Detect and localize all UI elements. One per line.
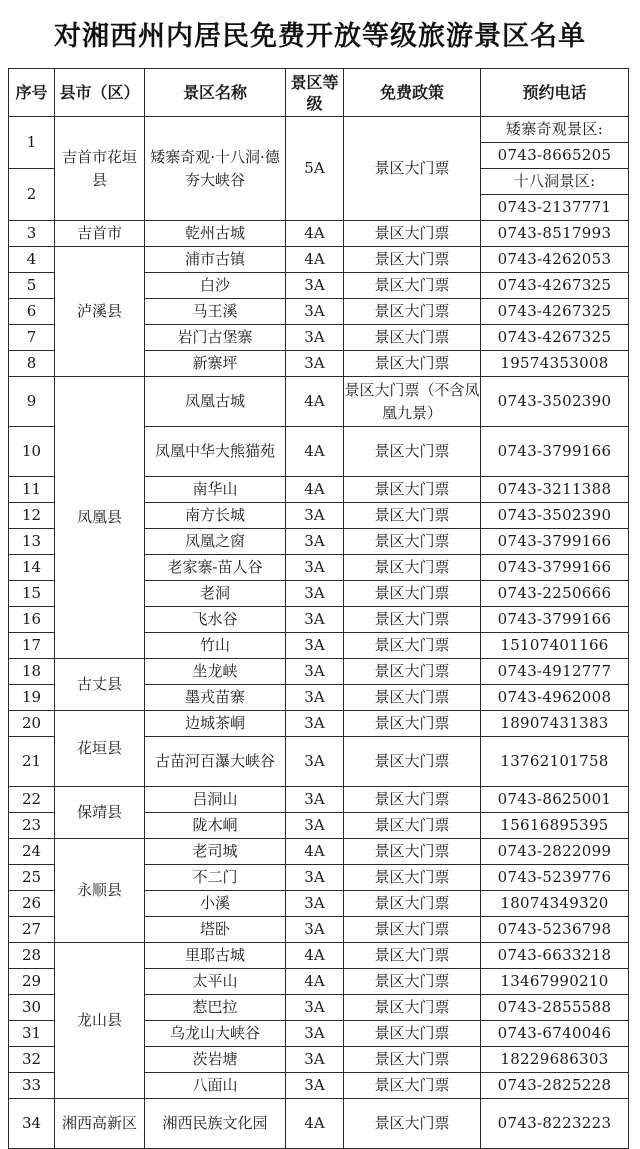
scenic-name: 边城茶峒 (145, 711, 286, 737)
scenic-grade: 3A (286, 299, 344, 325)
phone-number: 0743-4267325 (481, 325, 629, 351)
row-number: 5 (9, 273, 55, 299)
scenic-grade: 5A (286, 117, 344, 221)
scenic-grade: 3A (286, 995, 344, 1021)
row-number: 14 (9, 555, 55, 581)
scenic-name: 矮寨奇观·十八洞·德夯大峡谷 (145, 117, 286, 221)
header-policy: 免费政策 (344, 69, 481, 117)
region-cell: 花垣县 (55, 711, 145, 787)
row-number: 13 (9, 529, 55, 555)
scenic-grade: 3A (286, 555, 344, 581)
scenic-name: 浦市古镇 (145, 247, 286, 273)
free-policy: 景区大门票 (344, 221, 481, 247)
scenic-name: 八面山 (145, 1073, 286, 1099)
row-number: 22 (9, 787, 55, 813)
table-row (9, 943, 629, 969)
phone-number: 0743-3799166 (481, 529, 629, 555)
row-number: 1 (9, 117, 55, 169)
phone-number: 0743-5236798 (481, 917, 629, 943)
scenic-name: 吕洞山 (145, 787, 286, 813)
scenic-grade: 4A (286, 377, 344, 427)
scenic-name: 太平山 (145, 969, 286, 995)
row-number: 28 (9, 943, 55, 969)
scenic-grade: 3A (286, 891, 344, 917)
phone-number: 0743-4262053 (481, 247, 629, 273)
free-policy: 景区大门票 (344, 1073, 481, 1099)
scenic-grade: 4A (286, 839, 344, 865)
scenic-name: 茨岩塘 (145, 1047, 286, 1073)
page-title: 对湘西州内居民免费开放等级旅游景区名单 (54, 21, 586, 52)
free-policy: 景区大门票 (344, 1047, 481, 1073)
scenic-grade: 3A (286, 325, 344, 351)
scenic-name: 凤凰中华大熊猫苑 (145, 427, 286, 477)
table-row (9, 221, 629, 247)
table-row (9, 711, 629, 737)
phone-number: 0743-4267325 (481, 299, 629, 325)
phone-number: 0743-5239776 (481, 865, 629, 891)
scenic-grade: 3A (286, 737, 344, 787)
phone-label: 十八洞景区: (481, 169, 629, 195)
phone-number: 13762101758 (481, 737, 629, 787)
row-number: 34 (9, 1099, 55, 1149)
phone-number: 0743-8517993 (481, 221, 629, 247)
scenic-grade: 4A (286, 943, 344, 969)
scenic-grade: 4A (286, 221, 344, 247)
scenic-name: 不二门 (145, 865, 286, 891)
phone-number: 0743-2137771 (481, 195, 629, 221)
free-policy: 景区大门票 (344, 737, 481, 787)
scenic-name: 乌龙山大峡谷 (145, 1021, 286, 1047)
phone-number: 0743-2822099 (481, 839, 629, 865)
scenic-name: 老家寨-苗人谷 (145, 555, 286, 581)
row-number: 6 (9, 299, 55, 325)
row-number: 29 (9, 969, 55, 995)
row-number: 8 (9, 351, 55, 377)
free-policy: 景区大门票 (344, 839, 481, 865)
scenic-name: 里耶古城 (145, 943, 286, 969)
row-number: 24 (9, 839, 55, 865)
scenic-grade: 4A (286, 247, 344, 273)
scenic-name: 白沙 (145, 273, 286, 299)
scenic-name: 陇木峒 (145, 813, 286, 839)
phone-number: 0743-4962008 (481, 685, 629, 711)
row-number: 16 (9, 607, 55, 633)
scenic-grade: 3A (286, 917, 344, 943)
phone-number: 0743-6633218 (481, 943, 629, 969)
row-number: 9 (9, 377, 55, 427)
scenic-name: 老洞 (145, 581, 286, 607)
scenic-grade: 3A (286, 273, 344, 299)
phone-number: 0743-8665205 (481, 143, 629, 169)
row-number: 18 (9, 659, 55, 685)
phone-number: 0743-2825228 (481, 1073, 629, 1099)
scenic-grade: 3A (286, 787, 344, 813)
scenic-name: 惹巴拉 (145, 995, 286, 1021)
table-row (9, 1099, 629, 1149)
phone-number: 0743-8625001 (481, 787, 629, 813)
phone-number: 0743-3799166 (481, 427, 629, 477)
free-policy: 景区大门票 (344, 711, 481, 737)
free-policy: 景区大门票 (344, 299, 481, 325)
table-row (9, 247, 629, 273)
scenic-grade: 3A (286, 1047, 344, 1073)
scenic-grade: 3A (286, 813, 344, 839)
free-policy: 景区大门票 (344, 503, 481, 529)
region-cell: 古丈县 (55, 659, 145, 711)
free-policy: 景区大门票 (344, 865, 481, 891)
row-number: 21 (9, 737, 55, 787)
free-policy: 景区大门票 (344, 659, 481, 685)
scenic-name: 老司城 (145, 839, 286, 865)
scenic-spot-table (8, 68, 629, 1149)
scenic-name: 凤凰之窗 (145, 529, 286, 555)
free-policy: 景区大门票 (344, 351, 481, 377)
scenic-name: 南方长城 (145, 503, 286, 529)
phone-number: 0743-3799166 (481, 607, 629, 633)
row-number: 11 (9, 477, 55, 503)
scenic-name: 凤凰古城 (145, 377, 286, 427)
scenic-name: 乾州古城 (145, 221, 286, 247)
row-number: 15 (9, 581, 55, 607)
free-policy: 景区大门票 (344, 917, 481, 943)
table-row (9, 787, 629, 813)
phone-number: 13467990210 (481, 969, 629, 995)
row-number: 27 (9, 917, 55, 943)
scenic-grade: 3A (286, 659, 344, 685)
row-number: 2 (9, 169, 55, 221)
phone-number: 18229686303 (481, 1047, 629, 1073)
phone-number: 0743-4912777 (481, 659, 629, 685)
table-header-row (9, 69, 629, 117)
table-row (9, 377, 629, 427)
phone-number: 0743-3502390 (481, 377, 629, 427)
scenic-name: 岩门古堡寨 (145, 325, 286, 351)
free-policy: 景区大门票 (344, 685, 481, 711)
phone-number: 18907431383 (481, 711, 629, 737)
scenic-grade: 3A (286, 633, 344, 659)
region-cell: 吉首市 (55, 221, 145, 247)
free-policy: 景区大门票 (344, 581, 481, 607)
phone-number: 15616895395 (481, 813, 629, 839)
free-policy: 景区大门票 (344, 1099, 481, 1149)
scenic-grade: 4A (286, 427, 344, 477)
row-number: 17 (9, 633, 55, 659)
region-cell: 龙山县 (55, 943, 145, 1099)
row-number: 19 (9, 685, 55, 711)
row-number: 3 (9, 221, 55, 247)
scenic-grade: 3A (286, 865, 344, 891)
free-policy: 景区大门票 (344, 529, 481, 555)
scenic-grade: 3A (286, 685, 344, 711)
free-policy: 景区大门票 (344, 325, 481, 351)
header-grade: 景区等级 (286, 69, 344, 117)
header-region: 县市（区） (55, 69, 145, 117)
row-number: 25 (9, 865, 55, 891)
scenic-grade: 3A (286, 529, 344, 555)
region-cell: 凤凰县 (55, 377, 145, 659)
phone-number: 0743-4267325 (481, 273, 629, 299)
scenic-grade: 3A (286, 607, 344, 633)
scenic-name: 塔卧 (145, 917, 286, 943)
scenic-name: 南华山 (145, 477, 286, 503)
free-policy: 景区大门票 (344, 273, 481, 299)
free-policy: 景区大门票 (344, 891, 481, 917)
region-cell: 吉首市花垣县 (55, 117, 145, 221)
row-number: 12 (9, 503, 55, 529)
free-policy: 景区大门票 (344, 633, 481, 659)
region-cell: 湘西高新区 (55, 1099, 145, 1149)
free-policy: 景区大门票 (344, 555, 481, 581)
phone-number: 0743-2250666 (481, 581, 629, 607)
table-row (9, 117, 629, 143)
free-policy: 景区大门票 (344, 477, 481, 503)
scenic-grade: 4A (286, 1099, 344, 1149)
scenic-name: 小溪 (145, 891, 286, 917)
table-row (9, 659, 629, 685)
phone-number: 0743-3211388 (481, 477, 629, 503)
scenic-name: 竹山 (145, 633, 286, 659)
phone-number: 19574353008 (481, 351, 629, 377)
table-row (9, 839, 629, 865)
row-number: 32 (9, 1047, 55, 1073)
row-number: 33 (9, 1073, 55, 1099)
scenic-grade: 3A (286, 1073, 344, 1099)
scenic-name: 新寨坪 (145, 351, 286, 377)
phone-number: 0743-2855588 (481, 995, 629, 1021)
free-policy: 景区大门票 (344, 969, 481, 995)
row-number: 30 (9, 995, 55, 1021)
row-number: 26 (9, 891, 55, 917)
scenic-grade: 3A (286, 1021, 344, 1047)
scenic-grade: 4A (286, 477, 344, 503)
scenic-name: 坐龙峡 (145, 659, 286, 685)
free-policy: 景区大门票 (344, 607, 481, 633)
free-policy: 景区大门票 (344, 943, 481, 969)
scenic-grade: 3A (286, 581, 344, 607)
region-cell: 永顺县 (55, 839, 145, 943)
scenic-name: 湘西民族文化园 (145, 1099, 286, 1149)
phone-number: 18074349320 (481, 891, 629, 917)
scenic-name: 马王溪 (145, 299, 286, 325)
header-num: 序号 (9, 69, 55, 117)
row-number: 20 (9, 711, 55, 737)
scenic-name: 墨戎苗寨 (145, 685, 286, 711)
free-policy: 景区大门票 (344, 427, 481, 477)
free-policy: 景区大门票 (344, 247, 481, 273)
row-number: 7 (9, 325, 55, 351)
scenic-name: 古苗河百瀑大峡谷 (145, 737, 286, 787)
free-policy: 景区大门票 (344, 787, 481, 813)
phone-number: 15107401166 (481, 633, 629, 659)
free-policy: 景区大门票 (344, 1021, 481, 1047)
free-policy: 景区大门票 (344, 117, 481, 221)
scenic-grade: 3A (286, 711, 344, 737)
row-number: 4 (9, 247, 55, 273)
scenic-grade: 3A (286, 503, 344, 529)
header-phone: 预约电话 (481, 69, 629, 117)
phone-number: 0743-8223223 (481, 1099, 629, 1149)
row-number: 10 (9, 427, 55, 477)
phone-number: 0743-6740046 (481, 1021, 629, 1047)
free-policy: 景区大门票（不含凤凰九景） (344, 377, 481, 427)
row-number: 23 (9, 813, 55, 839)
free-policy: 景区大门票 (344, 813, 481, 839)
phone-number: 0743-3799166 (481, 555, 629, 581)
free-policy: 景区大门票 (344, 995, 481, 1021)
row-number: 31 (9, 1021, 55, 1047)
region-cell: 保靖县 (55, 787, 145, 839)
phone-number: 0743-3502390 (481, 503, 629, 529)
scenic-name: 飞水谷 (145, 607, 286, 633)
header-name: 景区名称 (145, 69, 286, 117)
phone-label: 矮寨奇观景区: (481, 117, 629, 143)
region-cell: 泸溪县 (55, 247, 145, 377)
scenic-grade: 4A (286, 969, 344, 995)
scenic-grade: 3A (286, 351, 344, 377)
